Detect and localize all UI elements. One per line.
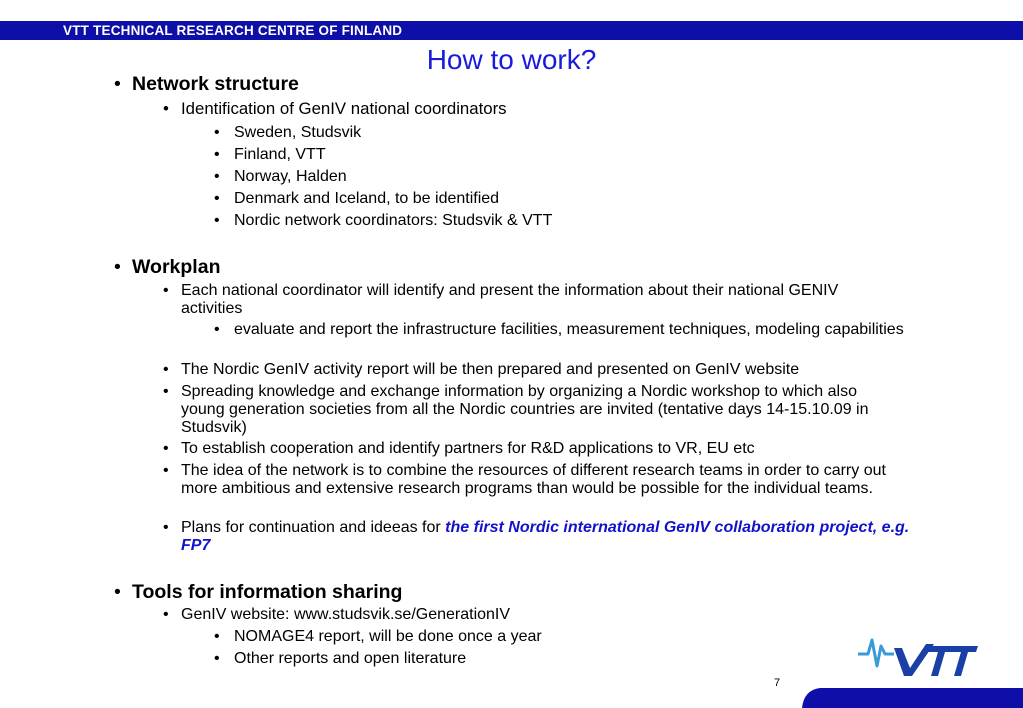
page-number: 7 — [774, 677, 781, 689]
section-heading-label: Workplan — [132, 256, 221, 278]
list-item: • NOMAGE4 report, will be done once a year — [214, 628, 542, 645]
section-heading-label: Tools for information sharing — [132, 581, 403, 603]
bullet-icon: • — [214, 168, 220, 185]
bullet-icon: • — [214, 190, 220, 207]
section-heading-label: Network structure — [132, 73, 299, 95]
list-item: • Other reports and open literature — [214, 650, 467, 667]
header-bar — [0, 21, 1023, 40]
list-item: • Nordic network coordinators: Studsvik & VTT — [214, 212, 553, 229]
bullet-icon: • — [114, 73, 121, 95]
section-heading-tools — [114, 581, 403, 604]
organization-name: VTT TECHNICAL RESEARCH CENTRE OF FINLAND — [63, 23, 403, 38]
bullet-icon: • — [163, 383, 169, 400]
bullet-icon: • — [214, 212, 220, 229]
list-item: • Spreading knowledge and exchange information by organizing a Nordic workshop to which also young generation societies from all the Nordic countries are invited (tentative days 14-15.10.09 in Studsvik) — [163, 383, 869, 436]
bullet-icon: • — [163, 606, 169, 623]
vtt-logo — [856, 632, 978, 682]
list-item: • Plans for continuation and ideeas for the first Nordic international GenIV collaboration project, e.g. FP7 — [163, 519, 910, 554]
bullet-icon: • — [114, 581, 121, 603]
section-heading-workplan — [114, 256, 221, 279]
list-item: • GenIV website: www.studsvik.se/GenerationIV — [163, 606, 511, 623]
list-item: • The Nordic GenIV activity report will be then prepared and presented on GenIV website — [163, 361, 800, 378]
bullet-icon: • — [214, 650, 220, 667]
bullet-icon: • — [163, 361, 169, 378]
list-item: • The idea of the network is to combine the resources of different research teams in order to carry out more ambitious and extensive research programs than would be possible for the individual teams. — [163, 462, 886, 497]
bullet-icon: • — [163, 99, 169, 118]
list-item: • Each national coordinator will identify and present the information about their national GENIV activities — [163, 282, 839, 317]
section-heading-network-structure — [114, 73, 299, 96]
list-item: • Norway, Halden — [214, 168, 347, 185]
list-item: • evaluate and report the infrastructure facilities, measurement techniques, modeling capabilities — [214, 321, 904, 338]
bullet-icon: • — [214, 628, 220, 645]
bullet-icon: • — [214, 124, 220, 141]
bullet-icon: • — [163, 440, 169, 457]
bullet-icon: • — [114, 256, 121, 278]
bullet-icon: • — [163, 282, 169, 299]
footer-shape — [780, 688, 1023, 708]
list-item: • Identification of GenIV national coordinators — [163, 99, 507, 118]
slide-title: How to work? — [426, 44, 597, 75]
list-item: • To establish cooperation and identify partners for R&D applications to VR, EU etc — [163, 440, 755, 457]
list-item: • Denmark and Iceland, to be identified — [214, 190, 500, 207]
bullet-icon: • — [214, 146, 220, 163]
list-item: • Finland, VTT — [214, 146, 326, 163]
bullet-icon: • — [163, 519, 169, 536]
list-item: • Sweden, Studsvik — [214, 124, 362, 141]
bullet-icon: • — [214, 321, 220, 338]
bullet-icon: • — [163, 462, 169, 479]
emphasis-text: the first Nordic international GenIV collaboration project, e.g. FP7 — [181, 519, 910, 554]
